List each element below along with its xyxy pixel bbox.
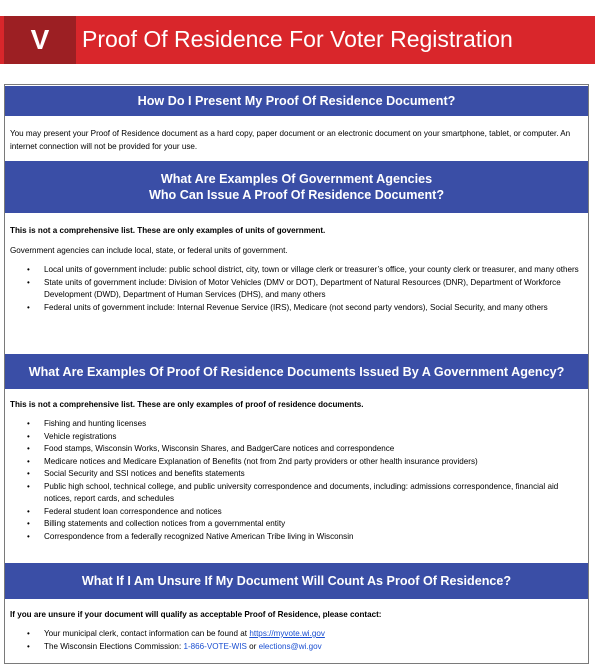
agencies-heading-line2: Who Can Issue A Proof Of Residence Document? bbox=[148, 188, 445, 202]
list-item: • Public high school, technical college, and public university correspondence and documents, including: admissions correspondence, financial aid notices, report cards, and schedules bbox=[27, 481, 559, 503]
email-link[interactable]: elections@wi.gov bbox=[258, 641, 322, 651]
list-item: • Federal units of government include: Internal Revenue Service (IRS), Medicare (not second party vendors), Social Security, and many others bbox=[27, 302, 548, 312]
page-title: Proof Of Residence For Voter Registration bbox=[82, 26, 513, 52]
list-item: • Billing statements and collection notices from a governmental entity bbox=[27, 519, 286, 528]
documents-list bbox=[25, 418, 583, 543]
list-item: • State units of government include: Division of Motor Vehicles (DMV or DOT), Department of Natural Resources (DNR), Department of Workforce Development (DWD), Department of Human Services (DHS), and many others bbox=[27, 277, 561, 299]
contact-list bbox=[25, 628, 583, 653]
unsure-note: If you are unsure if your document will qualify as acceptable Proof of Residence, please contact: bbox=[10, 610, 382, 619]
section-heading-documents: What Are Examples Of Proof Of Residence Documents Issued By A Government Agency? bbox=[5, 354, 588, 389]
list-item: • Federal student loan correspondence and notices bbox=[27, 506, 222, 516]
list-item: • Social Security and SSI notices and benefits statements bbox=[27, 469, 245, 478]
phone-link[interactable]: 1-866-VOTE-WIS bbox=[183, 641, 247, 651]
myvote-link[interactable]: https://myvote.wi.gov bbox=[249, 629, 325, 638]
agencies-list bbox=[25, 264, 583, 314]
page-header bbox=[0, 16, 595, 64]
list-item: • Vehicle registrations bbox=[27, 431, 117, 441]
commission-text: The Wisconsin Elections Commission: bbox=[44, 641, 184, 651]
list-item: • Correspondence from a federally recognized Native American Tribe living in Wisconsin bbox=[27, 531, 354, 541]
section-heading-present: How Do I Present My Proof Of Residence Document? bbox=[5, 86, 588, 116]
section-heading-agencies bbox=[5, 161, 588, 213]
or-text: or bbox=[246, 641, 259, 651]
documents-note: This is not a comprehensive list. These are only examples of proof of residence documents. bbox=[10, 400, 364, 409]
list-item: • Your municipal clerk, contact information can be found at https://myvote.wi.gov bbox=[27, 629, 325, 638]
list-item: • Local units of government include: public school district, city, town or village clerk or treasurer’s office, your county clerk or treasurer, and many others bbox=[27, 265, 579, 274]
list-item: • Fishing and hunting licenses bbox=[27, 419, 147, 428]
list-item: • Medicare notices and Medicare Explanation of Benefits (not from 2nd party providers or other health insurance providers) bbox=[27, 456, 478, 466]
agencies-note: This is not a comprehensive list. These are only examples of units of government. bbox=[10, 226, 326, 235]
agencies-heading-line1: What Are Examples Of Government Agencies bbox=[160, 172, 433, 186]
clerk-text: Your municipal clerk, contact information can be found at bbox=[44, 629, 250, 638]
section-badge: V bbox=[4, 16, 76, 64]
agencies-intro: Government agencies can include local, state, or federal units of government. bbox=[10, 246, 288, 255]
present-body: You may present your Proof of Residence document as a hard copy, paper document or an electronic document on your smartphone, tablet, or computer. An internet connection will not be provided for your use. bbox=[10, 129, 571, 151]
list-item: • Food stamps, Wisconsin Works, Wisconsin Shares, and BadgerCare notices and correspondence bbox=[27, 444, 395, 453]
section-heading-unsure: What If I Am Unsure If My Document Will Count As Proof Of Residence? bbox=[5, 563, 588, 599]
list-item: • The Wisconsin Elections Commission: 1-866-VOTE-WIS or elections@wi.gov bbox=[27, 641, 322, 651]
